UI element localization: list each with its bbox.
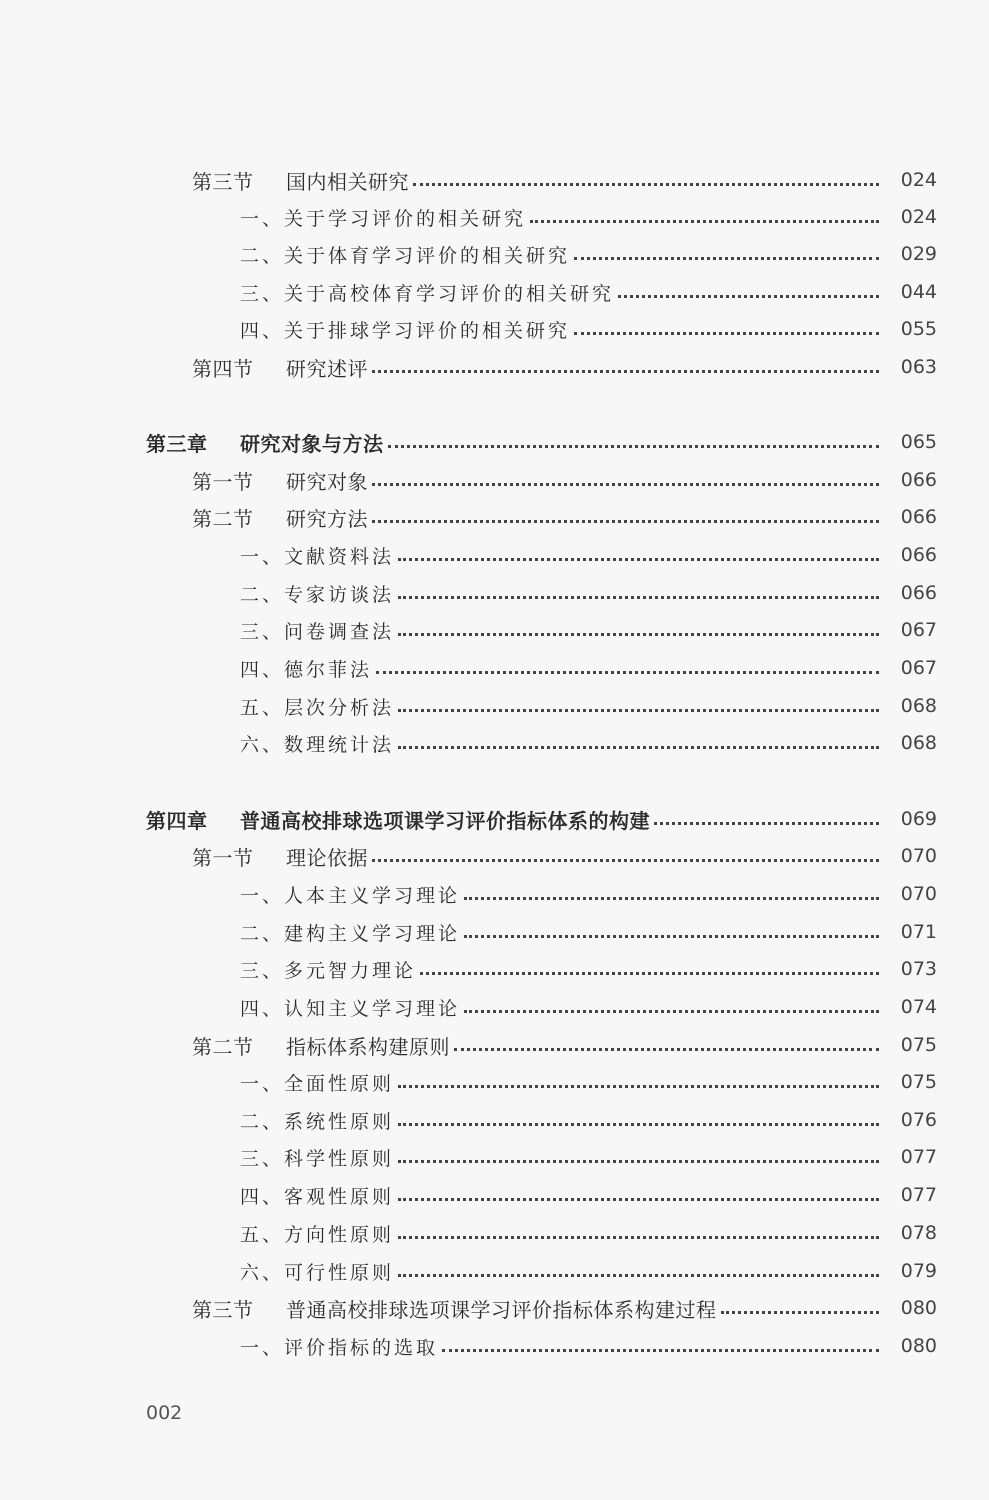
toc-entry-text: 二、关于体育学习评价的相关研究 [240,244,571,267]
toc-entry-page: 076 [900,1109,937,1131]
toc-entry-title [192,166,409,195]
toc-entry-item[interactable] [0,878,989,910]
toc-entry-item[interactable] [0,313,989,345]
toc-entry-text: 三、问卷调查法 [240,620,395,643]
toc-entry-section[interactable] [0,351,989,383]
toc-entry-page: 055 [900,318,937,340]
toc-entry-title [240,919,460,946]
toc-entry-page: 065 [900,431,937,453]
toc-entry-label: 第二节 [192,506,254,531]
toc-entry-page: 080 [900,1297,937,1319]
toc-entry-title [192,353,368,382]
toc-entry-page: 074 [900,996,937,1018]
toc-entry-page: 067 [900,657,937,679]
toc-entry-page: 024 [900,169,937,191]
toc-entry-text: 六、数理统计法 [240,733,395,756]
toc-entry-text: 一、评价指标的选取 [240,1336,439,1359]
toc-entry-page: 066 [900,582,937,604]
toc-entry-text: 国内相关研究 [286,169,409,194]
toc-entry-item[interactable] [0,614,989,646]
toc-entry-page: 070 [900,883,937,905]
dot-leader [574,257,879,260]
dot-leader [721,1311,880,1314]
dot-leader [398,1274,879,1277]
toc-entry-title [146,805,650,834]
toc-entry-item[interactable] [0,238,989,270]
toc-entry-item[interactable] [0,1104,989,1136]
toc-entry-label: 第一节 [192,469,254,494]
toc-entry-page: 067 [900,619,937,641]
toc-entry-text: 一、关于学习评价的相关研究 [240,207,527,230]
toc-entry-item[interactable] [0,539,989,571]
toc-entry-label: 第四章 [146,808,208,833]
toc-entry-page: 068 [900,732,937,754]
toc-entry-text: 四、认知主义学习理论 [240,997,461,1020]
toc-entry-section[interactable] [0,464,989,496]
toc-entry-item[interactable] [0,916,989,948]
toc-entry-section[interactable] [0,501,989,533]
toc-entry-page: 063 [900,356,937,378]
toc-entry-page: 080 [900,1335,937,1357]
dot-leader [464,935,879,938]
dot-leader [464,897,879,900]
toc-entry-title [240,730,394,757]
toc-entry-item[interactable] [0,1066,989,1098]
toc-entry-title [240,617,394,644]
toc-entry-page: 068 [900,695,937,717]
toc-entry-section[interactable] [0,1292,989,1324]
toc-entry-title [240,241,570,268]
toc-entry-label: 第四节 [192,356,254,381]
toc-entry-text: 普通高校排球选项课学习评价指标体系的构建 [240,808,650,833]
toc-entry-title [240,693,394,720]
toc-entry-title [240,655,372,682]
toc-entry-page: 073 [900,958,937,980]
toc-entry-page: 078 [900,1222,937,1244]
toc-entry-text: 四、关于排球学习评价的相关研究 [240,319,571,342]
toc-entry-title [192,503,368,532]
toc-entry-page: 071 [900,921,937,943]
dot-leader [372,370,879,373]
toc-entry-title [240,1144,394,1171]
toc-entry-text: 五、方向性原则 [240,1223,395,1246]
toc-entry-title [192,466,368,495]
dot-leader [376,671,879,674]
toc-entry-text: 三、关于高校体育学习评价的相关研究 [240,282,615,305]
toc-entry-text: 三、科学性原则 [240,1147,395,1170]
toc-entry-page: 066 [900,469,937,491]
toc-entry-text: 二、建构主义学习理论 [240,922,461,945]
dot-leader [654,822,879,825]
dot-leader [388,445,880,448]
toc-entry-item[interactable] [0,727,989,759]
toc-entry-title [240,1107,394,1134]
dot-leader [618,295,879,298]
toc-entry-item[interactable] [0,1330,989,1362]
toc-entry-text: 四、客观性原则 [240,1185,395,1208]
toc-entry-title [192,842,368,871]
toc-entry-page: 066 [900,544,937,566]
toc-entry-title [192,1294,717,1323]
toc-entry-text: 研究对象 [286,469,368,494]
dot-leader [413,183,879,186]
toc-entry-text: 一、文献资料法 [240,545,395,568]
toc-entry-item[interactable] [0,953,989,985]
toc-entry-text: 普通高校排球选项课学习评价指标体系构建过程 [286,1297,717,1322]
toc-entry-title [240,994,460,1021]
toc-entry-page: 024 [900,206,937,228]
dot-leader [398,1160,879,1163]
dot-leader [398,558,879,561]
toc-entry-item[interactable] [0,276,989,308]
dot-leader [398,1198,879,1201]
toc-entry-title [240,542,394,569]
dot-leader [372,483,879,486]
dot-leader [398,1236,879,1239]
toc-entry-page: 075 [900,1034,937,1056]
toc-entry-label: 第二节 [192,1034,254,1059]
toc-entry-title [240,1220,394,1247]
dot-leader [530,220,879,223]
dot-leader [398,746,879,749]
dot-leader [372,520,879,523]
dot-leader [420,972,879,975]
page-number: 002 [146,1402,183,1424]
toc-entry-text: 二、专家访谈法 [240,583,395,606]
toc-entry-page: 029 [900,243,937,265]
toc-entry-item[interactable] [0,1217,989,1249]
toc-entry-text: 研究述评 [286,356,368,381]
toc-entry-text: 研究对象与方法 [240,431,384,456]
toc-entry-label: 第一节 [192,845,254,870]
toc-entry-item[interactable] [0,201,989,233]
toc-entry-text: 五、层次分析法 [240,696,395,719]
toc-entry-title [240,316,570,343]
toc-entry-title [240,204,526,231]
toc-entry-text: 指标体系构建原则 [286,1034,450,1059]
toc-entry-item[interactable] [0,991,989,1023]
toc-entry-section[interactable] [0,1029,989,1061]
toc-entry-page: 069 [900,808,937,830]
dot-leader [398,1085,879,1088]
toc-entry-chapter[interactable] [0,803,989,835]
toc-entry-label: 第三节 [192,169,254,194]
toc-entry-section[interactable] [0,164,989,196]
toc-entry-text: 理论依据 [286,845,368,870]
toc-entry-item[interactable] [0,1179,989,1211]
toc-entry-title [240,1333,438,1360]
toc-entry-text: 一、全面性原则 [240,1072,395,1095]
toc-entry-text: 二、系统性原则 [240,1110,395,1133]
toc-entry-item[interactable] [0,1141,989,1173]
toc-entry-item[interactable] [0,1255,989,1287]
toc-entry-page: 070 [900,845,937,867]
toc-entry-page: 044 [900,281,937,303]
toc-entry-title [240,1182,394,1209]
toc-entry-page: 077 [900,1184,937,1206]
toc-entry-page: 066 [900,506,937,528]
toc-entry-page: 075 [900,1071,937,1093]
toc-entry-item[interactable] [0,577,989,609]
toc-entry-label: 第三节 [192,1297,254,1322]
dot-leader [372,859,879,862]
toc-entry-page: 077 [900,1146,937,1168]
toc-entry-title [240,580,394,607]
toc-entry-text: 四、德尔菲法 [240,658,373,681]
dot-leader [464,1010,879,1013]
toc-entry-item[interactable] [0,652,989,684]
toc-entry-title [240,956,416,983]
toc-entry-section[interactable] [0,840,989,872]
dot-leader [398,633,879,636]
dot-leader [454,1048,879,1051]
toc-entry-chapter[interactable] [0,426,989,458]
dot-leader [398,596,879,599]
toc-entry-label: 第三章 [146,431,208,456]
dot-leader [398,709,879,712]
toc-entry-text: 六、可行性原则 [240,1261,395,1284]
dot-leader [398,1123,879,1126]
toc-entry-title [240,881,460,908]
toc-entry-text: 研究方法 [286,506,368,531]
dot-leader [574,332,879,335]
toc-entry-title [240,1258,394,1285]
toc-entry-page: 079 [900,1260,937,1282]
toc-entry-title [146,428,384,457]
dot-leader [442,1349,879,1352]
toc-entry-title [240,279,614,306]
toc-entry-title [240,1069,394,1096]
toc-entry-item[interactable] [0,690,989,722]
toc-entry-title [192,1031,450,1060]
toc-entry-text: 三、多元智力理论 [240,959,417,982]
toc-entry-text: 一、人本主义学习理论 [240,884,461,907]
